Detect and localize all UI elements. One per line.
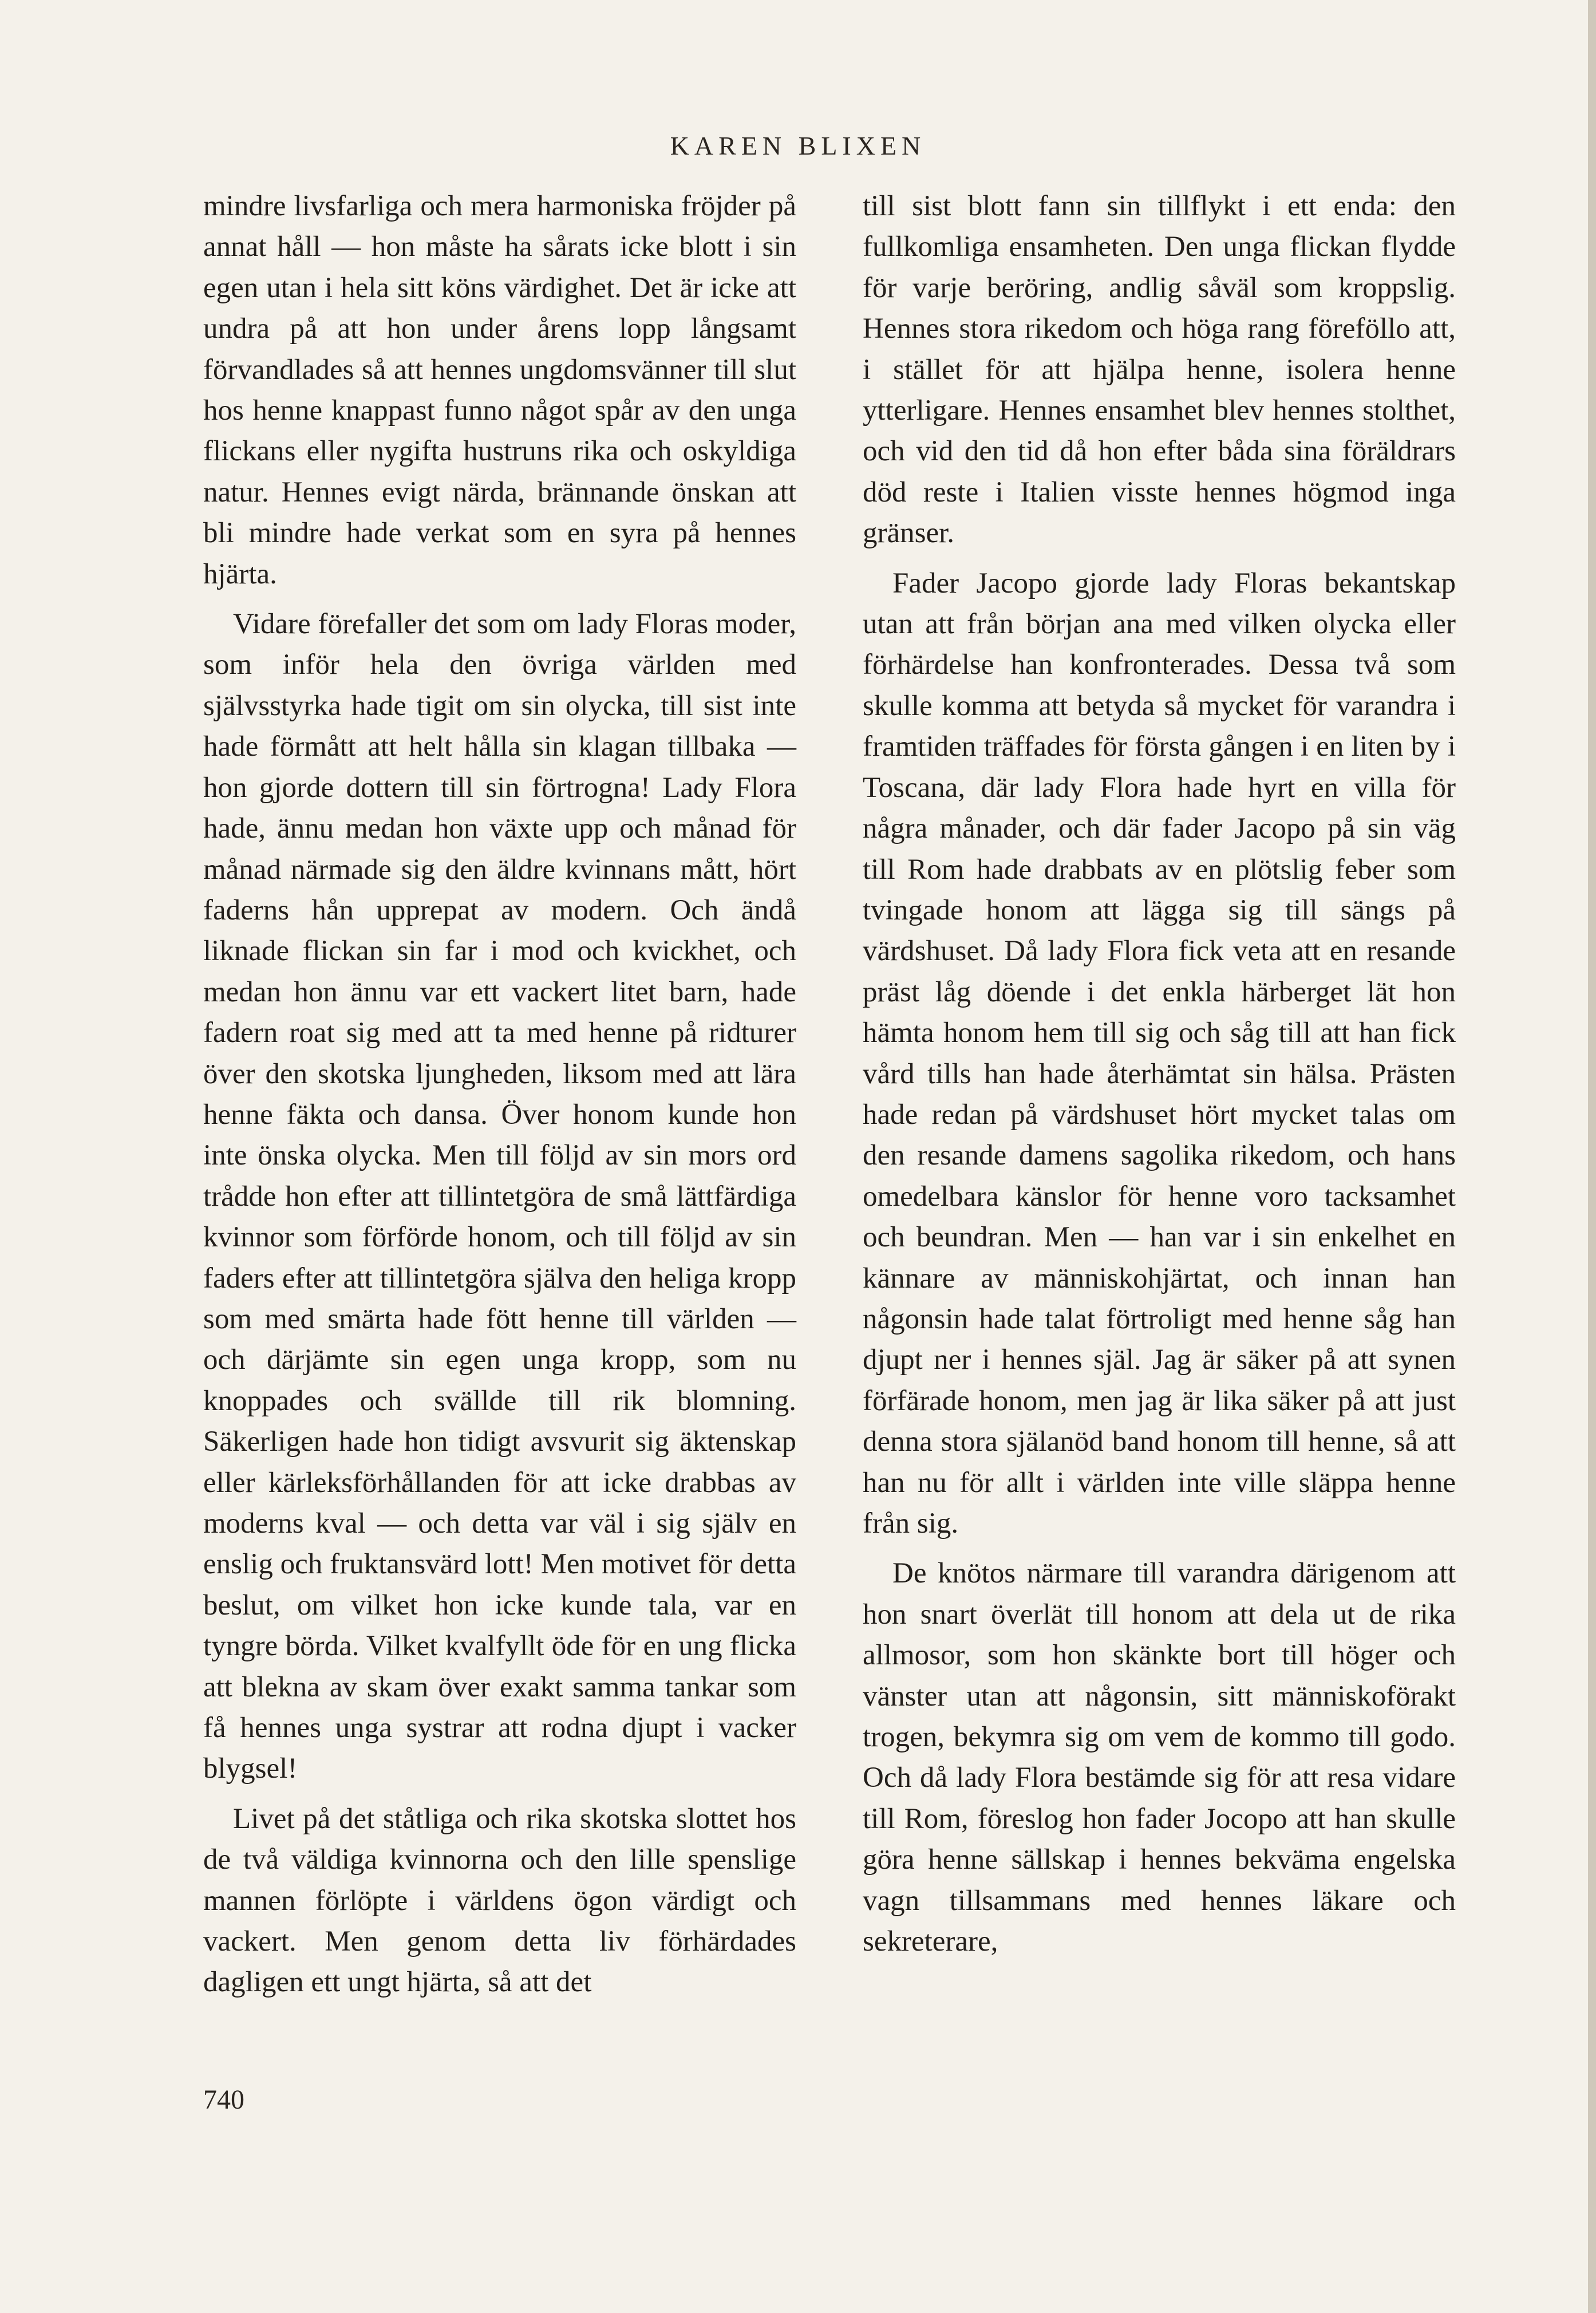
right-column: [863, 186, 1456, 1971]
left-column: [203, 186, 796, 2012]
paragraph: mindre livsfarliga och mera harmoniska fröjder på annat håll — hon måste ha sårats icke blott i sin egen utan i hela sitt köns värdighet. Det är icke att undra på att hon under årens lopp långsamt förvandlades så att hennes ungdomsvänner till slut hos henne knappast funno något spår av den unga flickans eller nygifta hustruns rika och oskyldiga natur. Hennes evigt närda, brännande önskan att bli mindre hade verkat som en syra på hennes hjärta.: [203, 190, 796, 590]
running-head: KAREN BLIXEN: [670, 131, 926, 160]
paragraph: De knötos närmare till varandra därigenom att hon snart överlät till honom att dela ut de rika allmosor, som hon skänkte bort till höger och vänster utan att någonsin, sitt människoförakt trogen, bekymra sig om vem de kommo till godo. Och då lady Flora bestämde sig för att resa vidare till Rom, föreslog hon fader Jocopo att han skulle göra henne sällskap i hennes bekväma engelska vagn tillsammans med hennes läkare och sekreterare,: [863, 1557, 1456, 1958]
paragraph: till sist blott fann sin tillflykt i ett enda: den fullkomliga ensamheten. Den unga flickan flydde för varje beröring, andlig såväl som kroppslig. Hennes stora rikedom och höga rang föreföllo att, i stället för att hjälpa henne, isolera henne ytterligare. Hennes ensamhet blev hennes stolthet, och vid den tid då hon efter båda sina föräldrars död reste i Italien visste hennes högmod inga gränser.: [863, 190, 1456, 550]
paragraph: Livet på det ståtliga och rika skotska slottet hos de två väldiga kvinnorna och den lille spenslige mannen förlöpte i världens ögon värdigt och vackert. Men genom detta liv förhärdades dagligen ett ungt hjärta, så att det: [203, 1802, 796, 1999]
paragraph: Fader Jacopo gjorde lady Floras bekantskap utan att från början ana med vilken olycka eller förhärdelse han konfronterades. Dessa två som skulle komma att betyda så mycket för varandra i framtiden träffades för första gången i en liten by i Toscana, där lady Flora hade hyrt en villa för några månader, och där fader Jacopo på sin väg till Rom hade drabbats av en plötslig feber som tvingade honom att lägga sig till sängs på värdshuset. Då lady Flora fick veta att en resande präst låg döende i det enkla härberget lät hon hämta honom hem till sig och såg till att han fick vård tills han hade återhämtat sin hälsa. Prästen hade redan på värdshuset hört mycket talas om den resande damens sagolika rikedom, och hans omedelbara känslor för henne voro tacksamhet och beundran. Men — han var i sin enkelhet en kännare av människohjärtat, och innan han någonsin hade talat förtroligt med henne såg han djupt ner i hennes själ. Jag är säker på att synen förfärade honom, men jag är lika säker på att just denna stora själanöd band honom till henne, så att han nu för allt i världen inte ville släppa henne från sig.: [863, 567, 1456, 1540]
paragraph: Vidare förefaller det som om lady Floras moder, som inför hela den övriga världen med självsstyrka hade tigit om sin olycka, till sist inte hade förmått att helt hålla sin klagan tillbaka — hon gjorde dottern till sin förtrogna! Lady Flora hade, ännu medan hon växte upp och månad för månad närmade sig den äldre kvinnans mått, hört faderns hån upprepat av modern. Och ändå liknade flickan sin far i mod och kvickhet, och medan hon ännu var ett vackert litet barn, hade fadern roat sig med att ta med henne på ridturer över den skotska ljungheden, liksom med att lära henne fäkta och dansa. Över honom kunde hon inte önska olycka. Men till följd av sin mors ord trådde hon efter att tillintetgöra de små lättfärdiga kvinnor som förförde honom, och till följd av sin faders efter att tillintetgöra själva den heliga kropp som med smärta hade fött henne till världen — och därjämte sin egen unga kropp, som nu knoppades och svällde till rik blomning. Säkerligen hade hon tidigt avsvurit sig äktenskap eller kärleksförhållanden för att icke drabbas av moderns kval — och detta var väl i sig själv en enslig och fruktansvärd lott! Men motivet för detta beslut, om vilket hon icke kunde tala, var en tyngre börda. Vilket kvalfyllt öde för en ung flicka att blekna av skam över exakt samma tankar som få hennes unga systrar att rodna djupt i vacker blygsel!: [203, 608, 796, 1785]
page-number: 740: [203, 2085, 244, 2115]
